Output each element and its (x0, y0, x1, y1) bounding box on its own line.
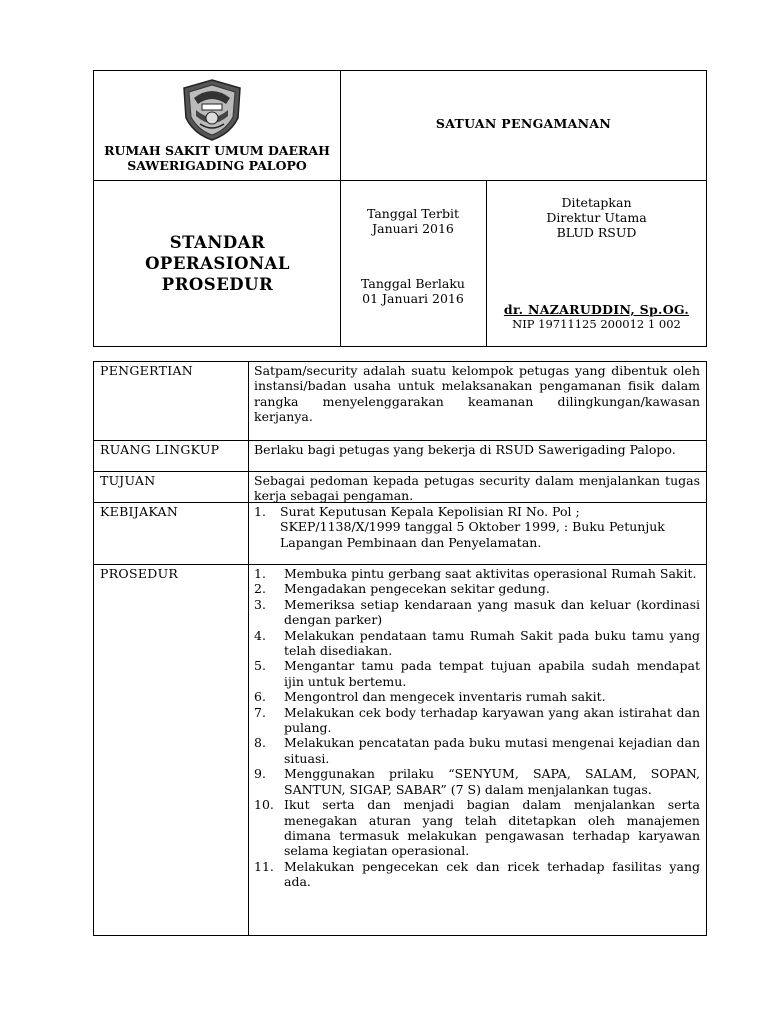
prosedur-item (254, 735, 700, 766)
kebijakan-item-number: 1. (254, 504, 266, 519)
unit-title: SATUAN PENGAMANAN (435, 116, 612, 131)
hospital-logo (180, 78, 244, 142)
prosedur-item-number: 7. (254, 704, 266, 720)
director-nip: NIP 19711125 200012 1 002 (512, 317, 681, 331)
prosedur-item-number: 10. (254, 797, 274, 813)
prosedur-item-text: Melakukan pengecekan cek dan ricek terhadap fasilitas yang ada. (284, 858, 700, 890)
section-label-pengertian: PENGERTIAN (100, 363, 194, 378)
hospital-name: RUMAH SAKIT UMUM DAERAH SAWERIGADING PALOPO (104, 143, 330, 174)
prosedur-item-text: Membuka pintu gerbang saat aktivitas operasional Rumah Sakit. (284, 566, 697, 581)
prosedur-item-number: 4. (254, 627, 266, 643)
issue-date: Januari 2016 (372, 221, 454, 236)
prosedur-item (254, 797, 700, 859)
prosedur-item (254, 859, 700, 890)
prosedur-item-text: Menggunakan prilaku “SENYUM, SAPA, SALAM, SOPAN, SANTUN, SIGAP, SABAR” (7 S) dalam menjalankan tugas. (284, 766, 700, 797)
section-text-tujuan: Sebagai pedoman kepada petugas security dalam menjalankan tugas kerja sebagai pengaman. (254, 473, 700, 504)
row-divider-2 (93, 471, 707, 472)
prosedur-item (254, 566, 700, 581)
section-text-pengertian: Satpam/security adalah suatu kelompok petugas yang dibentuk oleh instansi/badan usaha untuk melaksanakan pengamanan fisik dalam rangka menyelenggarakan keamanan dilingkungan/kawasan kerjanya. (254, 363, 700, 425)
prosedur-list (254, 566, 700, 890)
effective-date-label: Tanggal Berlaku (361, 276, 465, 291)
prosedur-item-text: Memeriksa setiap kendaraan yang masuk dan keluar (kordinasi dengan parker) (284, 596, 700, 628)
section-label-kebijakan: KEBIJAKAN (100, 504, 179, 519)
prosedur-item-number: 3. (254, 596, 266, 612)
prosedur-item-text: Mengantar tamu pada tempat tujuan apabila sudah mendapat ijin untuk bertemu. (284, 658, 700, 689)
header-divider-vertical (340, 70, 341, 347)
prosedur-item-number: 6. (254, 689, 266, 705)
row-divider-1 (93, 440, 707, 441)
kebijakan-item (254, 504, 700, 550)
prosedur-item-number: 11. (254, 858, 274, 874)
prosedur-item (254, 705, 700, 736)
director-name: dr. NAZARUDDIN, Sp.OG. (503, 302, 690, 317)
prosedur-item-text: Mengontrol dan mengecek inventaris rumah sakit. (284, 689, 606, 705)
prosedur-item (254, 689, 700, 704)
prosedur-item (254, 766, 700, 797)
section-label-prosedur: PROSEDUR (100, 566, 179, 581)
section-label-ruang-lingkup: RUANG LINGKUP (100, 442, 220, 457)
prosedur-item-number: 1. (254, 566, 266, 581)
header-divider-horizontal (93, 180, 707, 181)
approval-line-1: Ditetapkan (561, 195, 632, 210)
row-divider-4 (93, 564, 707, 565)
prosedur-item (254, 597, 700, 628)
effective-date: 01 Januari 2016 (362, 291, 464, 306)
prosedur-item-text: Mengadakan pengecekan sekitar gedung. (284, 581, 550, 597)
section-text-ruang-lingkup: Berlaku bagi petugas yang bekerja di RSUD Sawerigading Palopo. (254, 442, 676, 457)
shield-emblem-icon (180, 78, 244, 142)
section-label-tujuan: TUJUAN (100, 473, 156, 488)
issue-date-label: Tanggal Terbit (366, 206, 460, 221)
prosedur-item (254, 628, 700, 659)
approval-line-2: Direktur Utama (546, 210, 647, 225)
header-divider-vertical-2 (486, 180, 487, 347)
document-type-title: STANDAR OPERASIONAL PROSEDUR (145, 233, 290, 294)
content-divider-vertical (248, 361, 249, 936)
prosedur-item (254, 658, 700, 689)
prosedur-item-text: Ikut serta dan menjadi bagian dalam menjalankan serta menegakan aturan yang telah ditetapkan oleh manajemen dimana termasuk melakukan pengawasan terhadap karyawan selama kegiatan operasional. (284, 797, 700, 859)
kebijakan-item-text: Surat Keputusan Kepala Kepolisian RI No. Pol ; SKEP/1138/X/1999 tanggal 5 Oktober 1999, : Buku Petunjuk Lapangan Pembinaan dan Penyelamatan. (280, 504, 665, 550)
prosedur-item (254, 581, 700, 596)
prosedur-item-number: 8. (254, 735, 266, 751)
kebijakan-list (254, 504, 700, 550)
prosedur-item-number: 9. (254, 766, 266, 782)
prosedur-item-text: Melakukan pendataan tamu Rumah Sakit pada buku tamu yang telah disediakan. (284, 627, 700, 659)
prosedur-item-number: 5. (254, 658, 266, 674)
prosedur-item-text: Melakukan pencatatan pada buku mutasi mengenai kejadian dan situasi. (284, 735, 700, 766)
approval-line-3: BLUD RSUD (556, 225, 637, 240)
prosedur-item-number: 2. (254, 581, 266, 597)
prosedur-item-text: Melakukan cek body terhadap karyawan yang akan istirahat dan pulang. (284, 704, 700, 736)
